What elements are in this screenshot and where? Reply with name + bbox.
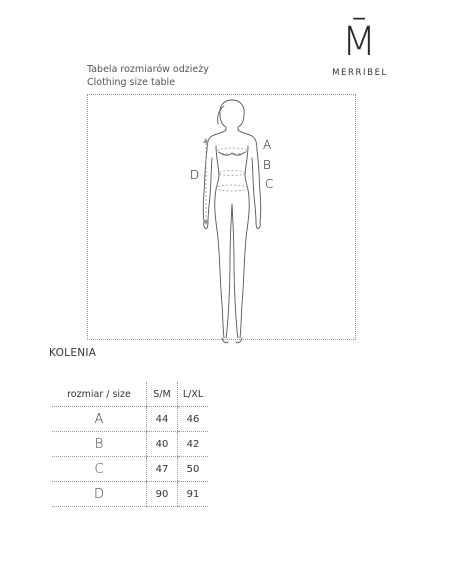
body-figure xyxy=(160,92,300,352)
table-header-row xyxy=(52,382,208,407)
label-a: A xyxy=(263,138,272,152)
product-name: KOLENIA xyxy=(49,347,97,359)
table-row xyxy=(52,457,208,482)
header-size-label: rozmiar / size xyxy=(52,382,147,407)
table-row xyxy=(52,482,208,507)
row-label: B xyxy=(52,432,147,457)
cell-lxl: 91 xyxy=(178,482,209,507)
cell-sm: 90 xyxy=(147,482,178,507)
size-table xyxy=(52,382,208,507)
row-label: D xyxy=(52,482,147,507)
subtitle-english: Clothing size table xyxy=(87,77,176,88)
header-sm: S/M xyxy=(147,382,178,407)
female-silhouette-illustration xyxy=(160,92,300,352)
table-row xyxy=(52,432,208,457)
header-lxl: L/XL xyxy=(178,382,209,407)
cell-sm: 44 xyxy=(147,407,178,432)
subtitle-polish: Tabela rozmiarów odzieży xyxy=(87,64,209,75)
brand-name: MERRIBEL xyxy=(332,68,388,78)
label-d: D xyxy=(190,168,200,182)
cell-lxl: 42 xyxy=(178,432,209,457)
cell-sm: 47 xyxy=(147,457,178,482)
row-label: C xyxy=(52,457,147,482)
table-row xyxy=(52,407,208,432)
cell-lxl: 46 xyxy=(178,407,209,432)
row-label: A xyxy=(52,407,147,432)
label-c: C xyxy=(265,177,274,191)
cell-lxl: 50 xyxy=(178,457,209,482)
label-b: B xyxy=(263,158,271,172)
cell-sm: 40 xyxy=(147,432,178,457)
brand-logo-mark: M̄ xyxy=(341,19,377,65)
